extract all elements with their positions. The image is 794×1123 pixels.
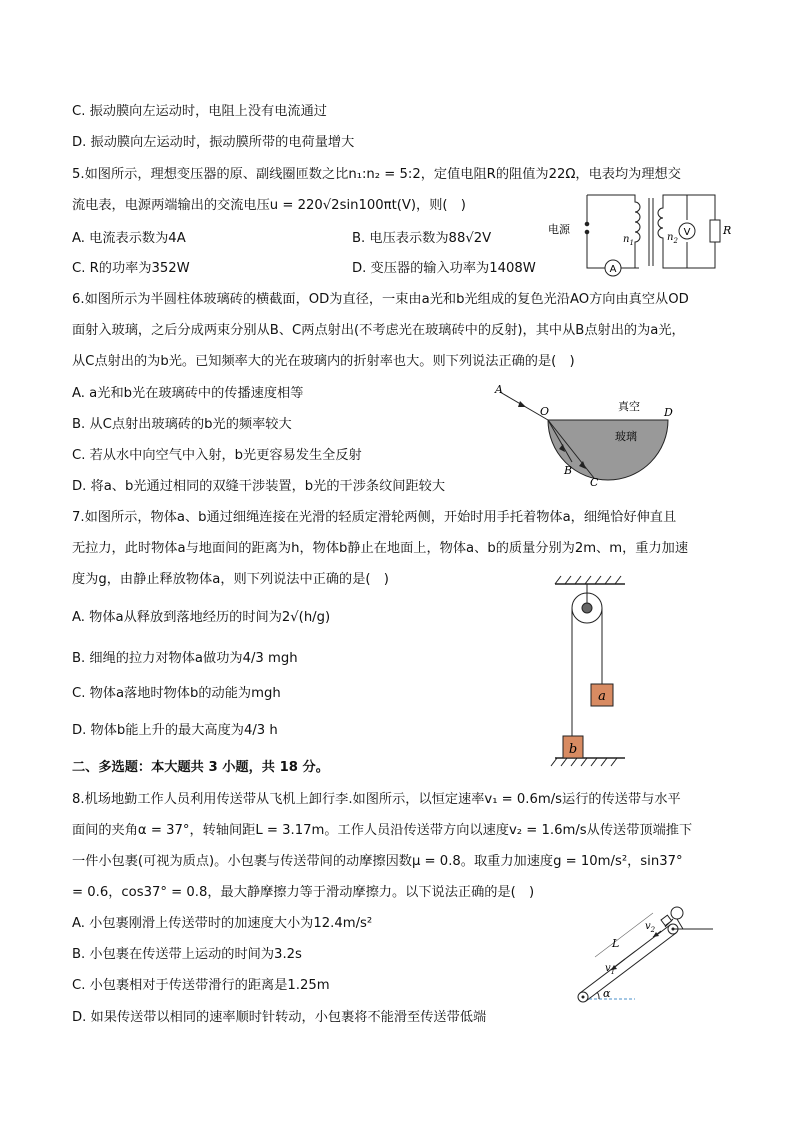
q6-label-a: A	[495, 383, 503, 396]
q5-ammeter-label: A	[609, 264, 617, 275]
q8-stem-line2: 面间的夹角α = 37°，转轴间距L = 3.17m。工作人员沿传送带方向以速度v₂ = 1.6m/s从传送带顶端推下	[72, 823, 693, 838]
q6-stem-line1: 6.如图所示为半圆柱体玻璃砖的横截面，OD为直径，一束由a光和b光组成的复色光沿AO方向由真空从OD	[72, 292, 689, 307]
q6-label-o: O	[540, 405, 550, 418]
q7-stem-line3: 度为g，由静止释放物体a，则下列说法中正确的是( )	[72, 572, 389, 587]
q6-glass-label: 玻璃	[615, 430, 637, 443]
q7-option-a: A. 物体a从释放到落地经历的时间为2√(h/g)	[72, 610, 331, 625]
q6-option-d: D. 将a、b光通过相同的双缝干涉装置，b光的干涉条纹间距较大	[72, 479, 446, 494]
q7-block-a-label: a	[598, 689, 606, 704]
q8-v2-label: $v_2$	[645, 921, 656, 934]
q7-block-b-label: b	[568, 742, 578, 757]
q8-stem-line1: 8.机场地勤工作人员利用传送带从飞机上卸行李.如图所示，以恒定速率v₁ = 0.6m/s运行的传送带与水平	[72, 792, 681, 807]
q5-option-a: A. 电流表示数为4A	[72, 231, 186, 246]
q5-option-b: B. 电压表示数为88√2V	[352, 231, 492, 246]
q5-resistor-label: R	[723, 224, 732, 237]
q6-label-c: C	[590, 476, 599, 489]
q4-option-d: D. 振动膜向左运动时，振动膜所带的电荷量增大	[72, 135, 355, 150]
q6-label-d: D	[664, 406, 673, 419]
q5-n1-label: $n_1$	[623, 234, 634, 247]
q8-length-label: L	[612, 937, 620, 950]
q6-label-b: B	[564, 464, 573, 477]
q8-option-d: D. 如果传送带以相同的速率顺时针转动，小包裹将不能滑至传送带低端	[72, 1010, 487, 1025]
q5-option-c: C. R的功率为352W	[72, 261, 190, 276]
q8-alpha-label: α	[603, 987, 611, 1000]
q5-voltmeter-label: V	[683, 227, 691, 238]
q6-option-c: C. 若从水中向空气中入射，b光更容易发生全反射	[72, 448, 362, 463]
q6-option-a: A. a光和b光在玻璃砖中的传播速度相等	[72, 386, 304, 401]
q8-stem-line4: = 0.6，cos37° = 0.8，最大静摩擦力等于滑动摩擦力。以下说法正确的是( )	[72, 885, 535, 900]
section-multiple-choice-heading: 二、多选题：本大题共 3 小题，共 18 分。	[72, 760, 329, 775]
q7-option-c: C. 物体a落地时物体b的动能为mgh	[72, 686, 281, 701]
q4-option-c: C. 振动膜向左运动时，电阻上没有电流通过	[72, 104, 327, 119]
q5-transformer-figure	[545, 190, 730, 280]
q8-option-c: C. 小包裹相对于传送带滑行的距离是1.25m	[72, 978, 330, 993]
q7-option-d: D. 物体b能上升的最大高度为4/3 h	[72, 723, 278, 738]
q5-stem-line1: 5.如图所示，理想变压器的原、副线圈匝数之比n₁:n₂ = 5:2，定值电阻R的阻值为22Ω，电表均为理想交	[72, 167, 681, 182]
q8-v1-label: $v_1$	[605, 963, 616, 976]
q7-stem-line1: 7.如图所示，物体a、b通过细绳连接在光滑的轻质定滑轮两侧，开始时用手托着物体a，细绳恰好伸直且	[72, 510, 677, 525]
q5-n2-label: $n_2$	[667, 232, 678, 245]
q7-pulley-figure	[545, 572, 685, 772]
q6-stem-line2: 面射入玻璃，之后分成两束分别从B、C两点射出(不考虑光在玻璃砖中的反射)，其中从B点射出的为a光，	[72, 323, 685, 338]
q7-stem-line2: 无拉力，此时物体a与地面间的距离为h，物体b静止在地面上，物体a、b的质量分别为2m、m，重力加速	[72, 541, 689, 556]
q6-option-b: B. 从C点射出玻璃砖的b光的频率较大	[72, 417, 292, 432]
q6-vacuum-label: 真空	[618, 400, 640, 413]
q6-glass-figure	[490, 382, 685, 492]
q5-source-label: 电源	[548, 223, 570, 236]
q5-stem-line2: 流电表，电源两端输出的交流电压u = 220√2sin100πt(V)，则( )	[72, 198, 466, 213]
q5-option-d: D. 变压器的输入功率为1408W	[352, 261, 536, 276]
q8-option-a: A. 小包裹刚滑上传送带时的加速度大小为12.4m/s²	[72, 916, 373, 931]
q8-option-b: B. 小包裹在传送带上运动的时间为3.2s	[72, 947, 302, 962]
q6-stem-line3: 从C点射出的为b光。已知频率大的光在玻璃内的折射率也大。则下列说法正确的是( )	[72, 354, 575, 369]
q8-stem-line3: 一件小包裹(可视为质点)。小包裹与传送带间的动摩擦因数μ = 0.8。取重力加速度g = 10m/s²，sin37°	[72, 854, 683, 869]
q8-conveyor-figure	[565, 895, 725, 1010]
q7-option-b: B. 细绳的拉力对物体a做功为4/3 mgh	[72, 651, 298, 666]
